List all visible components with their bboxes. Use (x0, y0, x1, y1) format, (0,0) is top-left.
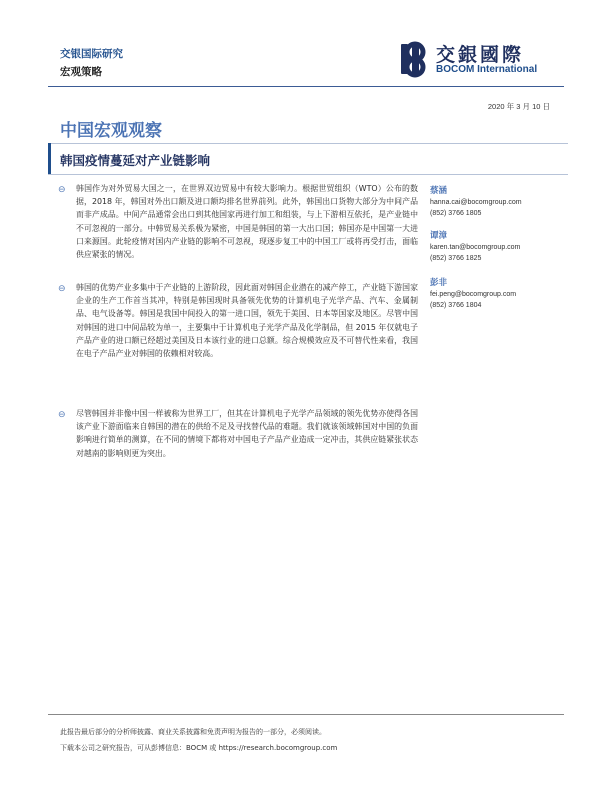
paragraph-3: 尽管韩国并非像中国一样被称为世界工厂，但其在计算机电子光学产品领域的领先优势亦使得各国该产业下游面临来自韩国的潜在的供给不足及寻找替代品的难题。我们就该领域韩国对中国的负面影响进行简单的测算，在不同的情境下都将对中国电子产品产业造成一定冲击，其供应链紧张状态对越南的影响则更为突出。 (76, 409, 418, 458)
paragraph-1: 韩国作为对外贸易大国之一，在世界双边贸易中有较大影响力。根据世贸组织（WTO）公布的数据，2018 年，韩国对外出口额及进口额均排名世界前列。此外，韩国出口货物大部分为中间产品而非产成品。中间产品通常会出口到其他国家再进行加工和组装，与上下游相互依托，是产业链中不可忽视的一部分。中韩贸易关系极为紧密，中国是韩国的第一大出口国；韩国亦是中国第一大进口来源国。此轮疫情对国内产业链的影响不可忽视，现逐步复工中的中国工厂或将再受打击，面临供应紧张的情况。 (76, 184, 418, 260)
department-label: 宏观策略 (60, 66, 102, 78)
analyst-name: 谭漳 (430, 231, 448, 241)
analyst-name: 彭非 (430, 278, 448, 288)
analyst-email[interactable]: fei.peng@bocomgroup.com (430, 291, 517, 298)
logo-english-text: BOCOM International (436, 64, 538, 75)
header-divider (48, 86, 564, 87)
footer-divider (48, 714, 564, 715)
company-name: 交银国际研究 (60, 48, 123, 60)
title-accent-bar (48, 143, 51, 174)
analyst-email[interactable]: hanna.cai@bocomgroup.com (430, 199, 522, 206)
report-title: 韩国疫情蔓延对产业链影响 (60, 153, 211, 168)
report-type: 中国宏观观察 (60, 121, 162, 141)
bullet-icon: ⊖ (58, 185, 66, 195)
paragraph-2: 韩国的优势产业多集中于产业链的上游阶段，因此面对韩国企业潜在的减产停工，产业链下游国家企业的生产工作首当其冲，特别是韩国现时具备领先优势的计算机电子光学产品、汽车、金属制品、电气设备等。韩国是我国中间投入的第一进口国，领先于美国、日本等国家及地区。尽管中国对韩国的进口中间品较为单一，主要集中于计算机电子光学产品及化学制品，但 2015 年仅就电子产品产业的进口额已经超过美国及日本该行业的进口总额。综合规模效应及不可替代性来看，我国在电子产品产业对韩国的依赖相对较高。 (76, 283, 418, 359)
report-date: 2020 年 3 月 10 日 (487, 102, 550, 111)
bullet-icon: ⊖ (58, 284, 66, 294)
footer-download-info[interactable]: 下载本公司之研究报告，可从彭博信息：BOCM 或 https://research.bocomgroup.com (60, 744, 338, 752)
footer-disclaimer: 此报告最后部分的分析师披露、商业关系披露和免责声明为报告的一部分，必须阅读。 (60, 728, 326, 736)
analyst-phone: (852) 3766 1805 (430, 210, 482, 217)
analyst-email[interactable]: karen.tan@bocomgroup.com (430, 244, 521, 251)
analyst-name: 蔡涵 (430, 186, 448, 196)
analyst-phone: (852) 3766 1804 (430, 302, 482, 309)
analyst-phone: (852) 3766 1825 (430, 255, 482, 262)
logo-chinese-text: 交銀國際 (436, 44, 525, 66)
bullet-icon: ⊖ (58, 410, 66, 420)
